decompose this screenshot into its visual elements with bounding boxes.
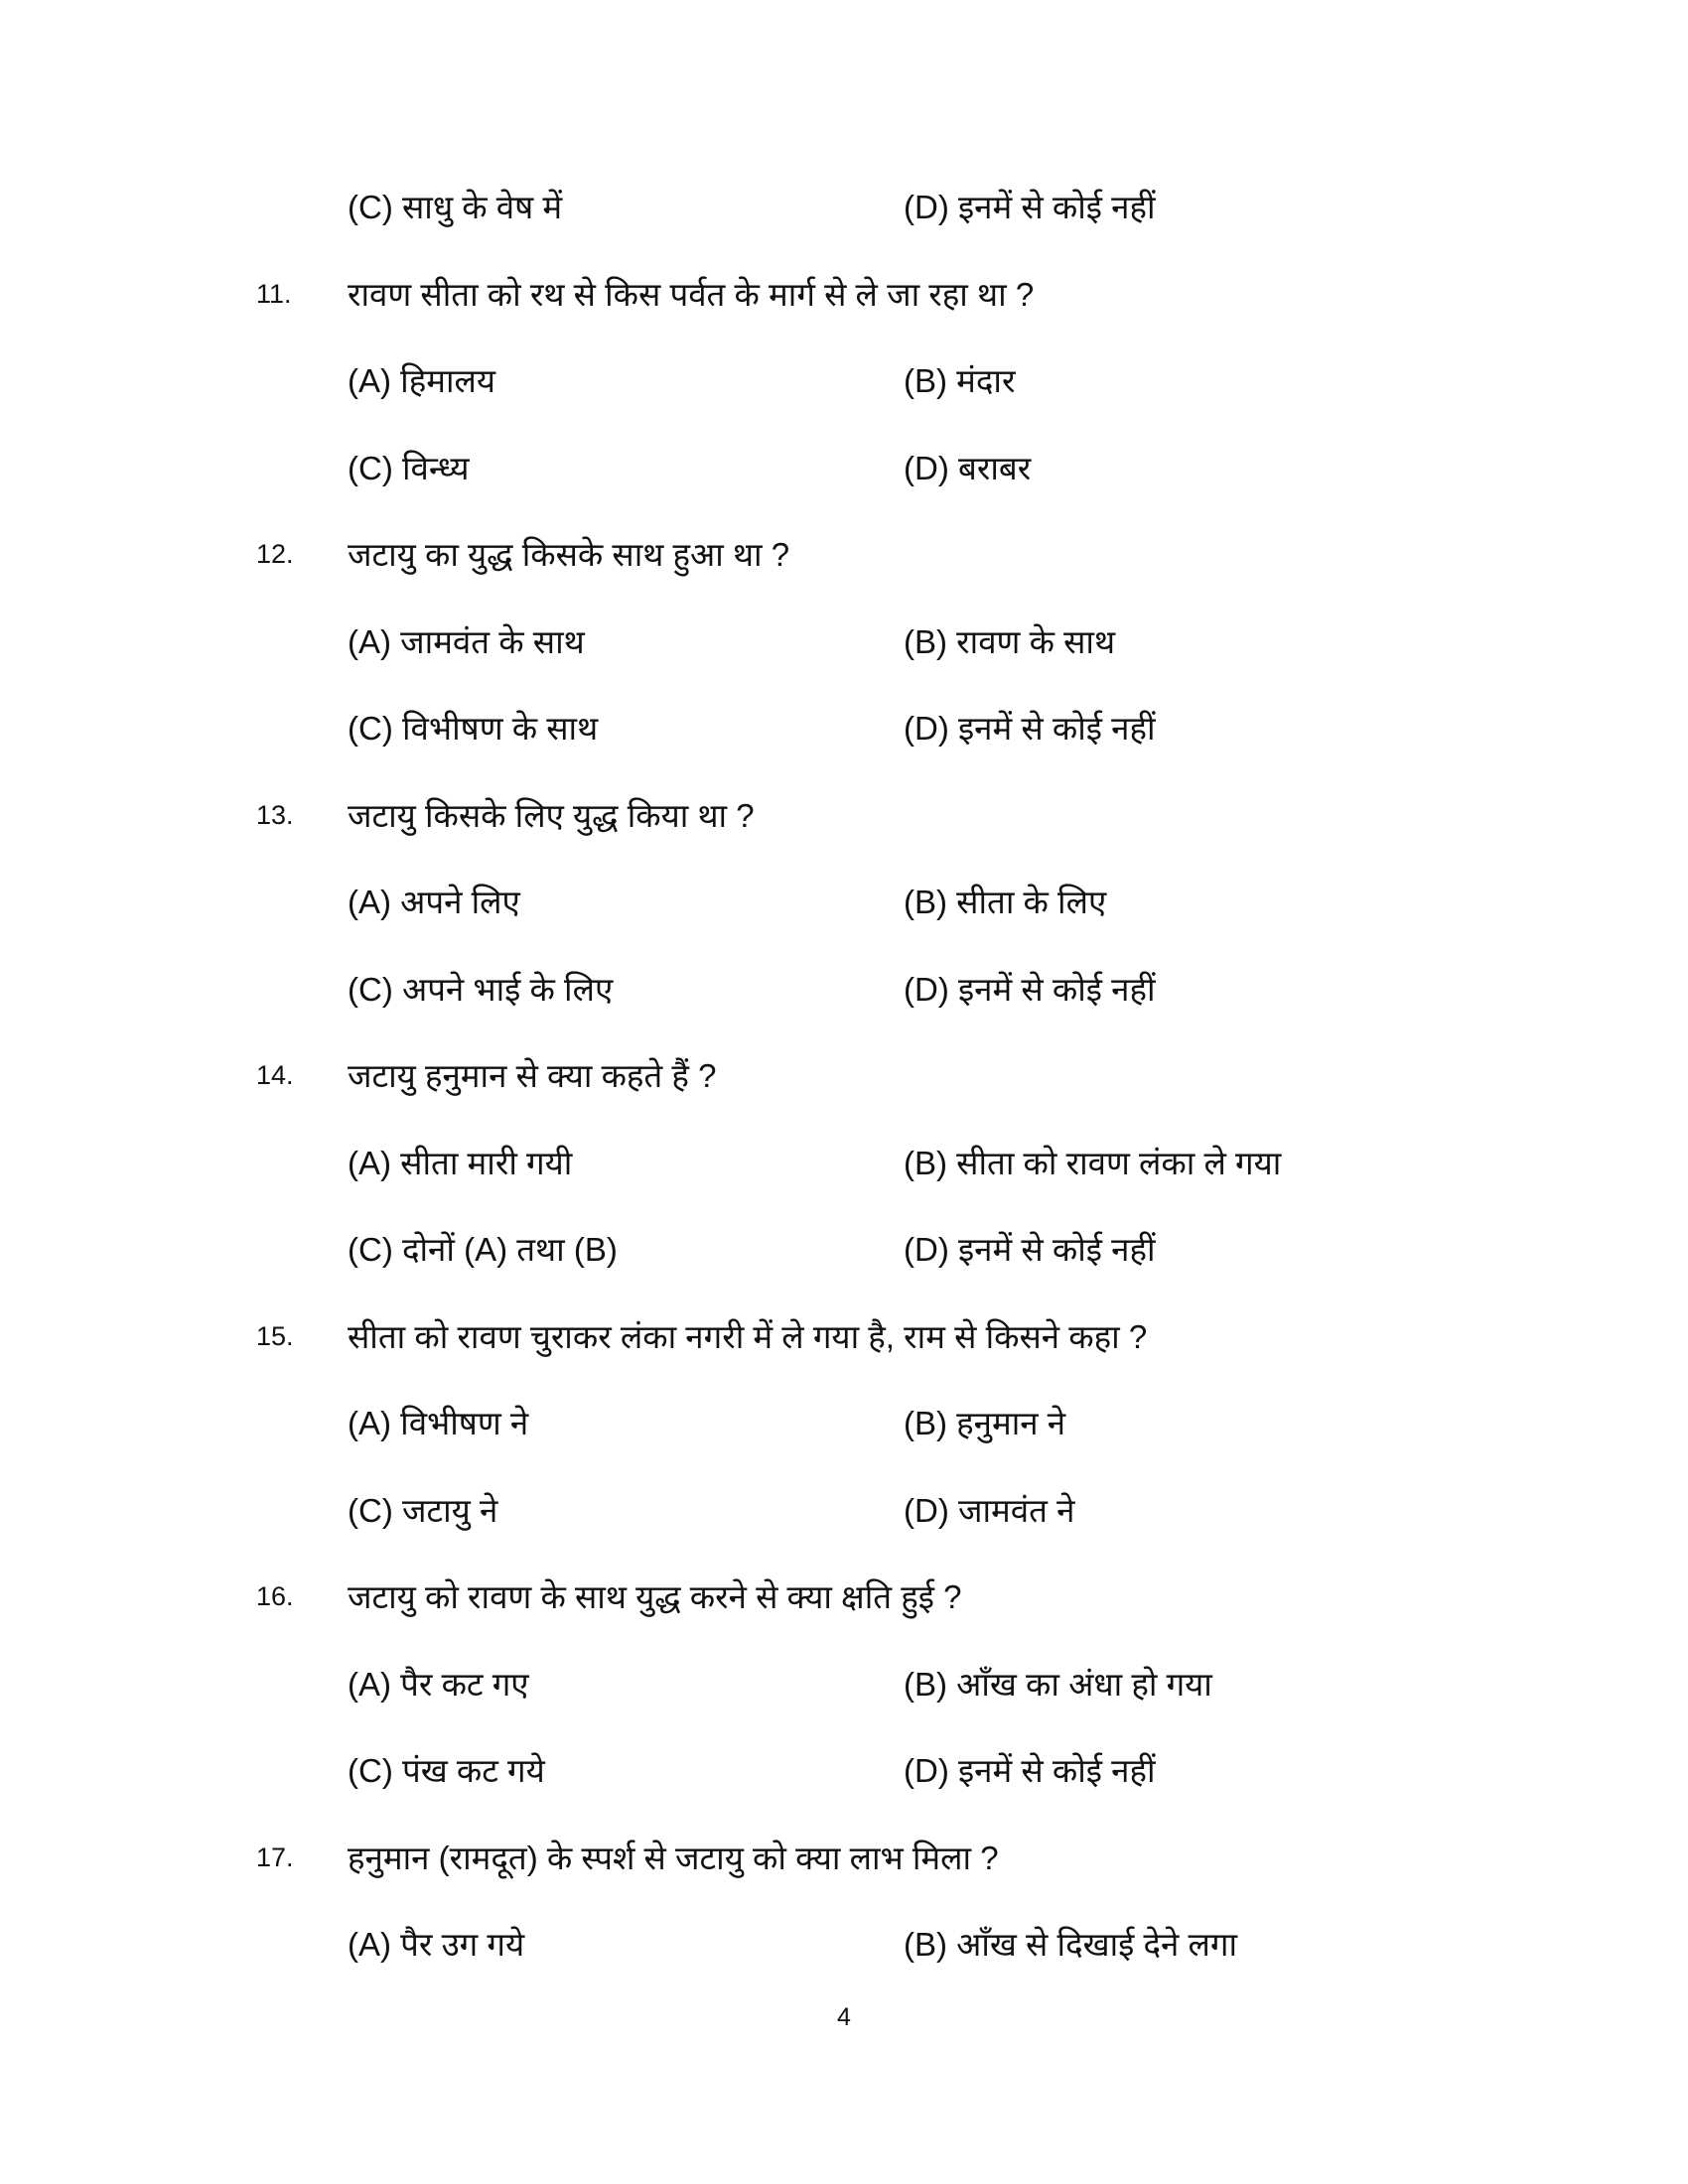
option-left: (A) सीता मारी गयी	[348, 1144, 573, 1181]
option-right: (B) आँख का अंधा हो गया	[904, 1665, 1212, 1703]
option-right: (B) आँख से दिखाई देने लगा	[904, 1926, 1238, 1963]
question-number: 16.	[256, 1581, 294, 1611]
question-number: 12.	[256, 539, 294, 569]
option-right: (B) सीता के लिए	[904, 884, 1107, 920]
option-row	[0, 946, 1688, 1033]
option-right: (D) इनमें से कोई नहीं	[904, 189, 1156, 225]
option-left: (A) विभीषण ने	[348, 1405, 529, 1441]
option-right: (D) इनमें से कोई नहीं	[904, 1752, 1156, 1789]
option-row	[0, 338, 1688, 425]
question-number: 14.	[256, 1060, 294, 1090]
option-row	[0, 1467, 1688, 1555]
option-left: (C) विन्ध्य	[348, 449, 470, 486]
question-text: सीता को रावण चुराकर लंका नगरी में ले गया है, राम से किसने कहा ?	[348, 1317, 1148, 1355]
question-number: 11.	[256, 278, 292, 309]
option-right: (D) बराबर	[904, 449, 1032, 486]
question-row	[0, 251, 1688, 339]
page-number: 4	[837, 2003, 851, 2031]
question-text: रावण सीता को रथ से किस पर्वत के मार्ग से ले जा रहा था ?	[348, 275, 1035, 313]
option-row	[0, 1727, 1688, 1815]
option-left: (A) जामवंत के साथ	[348, 622, 585, 660]
option-left: (A) अपने लिए	[348, 884, 520, 920]
option-row	[0, 164, 1688, 251]
option-row	[0, 1380, 1688, 1467]
question-text: जटायु हनुमान से क्या कहते हैं ?	[348, 1057, 717, 1094]
option-right: (B) हनुमान ने	[904, 1405, 1066, 1441]
question-number: 17.	[256, 1842, 294, 1872]
option-row	[0, 1901, 1688, 1988]
question-number: 15.	[256, 1320, 294, 1351]
question-row	[0, 1032, 1688, 1120]
option-right: (B) मंदार	[904, 362, 1016, 399]
question-row	[0, 772, 1688, 860]
question-text: जटायु किसके लिए युद्ध किया था ?	[348, 796, 755, 834]
option-left: (C) विभीषण के साथ	[348, 710, 599, 747]
question-list	[0, 164, 1688, 1988]
option-right: (B) रावण के साथ	[904, 622, 1116, 660]
question-number: 13.	[256, 799, 294, 830]
question-text: जटायु को रावण के साथ युद्ध करने से क्या क्षति हुई ?	[348, 1578, 962, 1615]
option-left: (C) जटायु ने	[348, 1491, 498, 1529]
option-left: (A) पैर उग गये	[348, 1926, 525, 1963]
question-text: जटायु का युद्ध किसके साथ हुआ था ?	[348, 536, 790, 573]
option-row	[0, 1641, 1688, 1728]
question-row	[0, 511, 1688, 599]
question-row	[0, 1554, 1688, 1641]
option-left: (C) साधु के वेष में	[348, 189, 563, 225]
option-left: (C) दोनों (A) तथा (B)	[348, 1231, 618, 1268]
option-left: (A) हिमालय	[348, 362, 496, 399]
option-row	[0, 1206, 1688, 1294]
option-left: (A) पैर कट गए	[348, 1665, 529, 1703]
option-row	[0, 425, 1688, 512]
option-right: (D) इनमें से कोई नहीं	[904, 970, 1156, 1008]
question-row	[0, 1294, 1688, 1381]
option-left: (C) पंख कट गये	[348, 1752, 545, 1789]
option-right: (B) सीता को रावण लंका ले गया	[904, 1144, 1282, 1181]
question-text: हनुमान (रामदूत) के स्पर्श से जटायु को क्या लाभ मिला ?	[348, 1839, 999, 1876]
option-row	[0, 1120, 1688, 1207]
option-row	[0, 859, 1688, 946]
option-left: (C) अपने भाई के लिए	[348, 970, 614, 1008]
option-right: (D) इनमें से कोई नहीं	[904, 710, 1156, 747]
question-row	[0, 1815, 1688, 1902]
option-right: (D) इनमें से कोई नहीं	[904, 1231, 1156, 1268]
option-row	[0, 685, 1688, 772]
option-right: (D) जामवंत ने	[904, 1491, 1075, 1529]
option-row	[0, 599, 1688, 686]
